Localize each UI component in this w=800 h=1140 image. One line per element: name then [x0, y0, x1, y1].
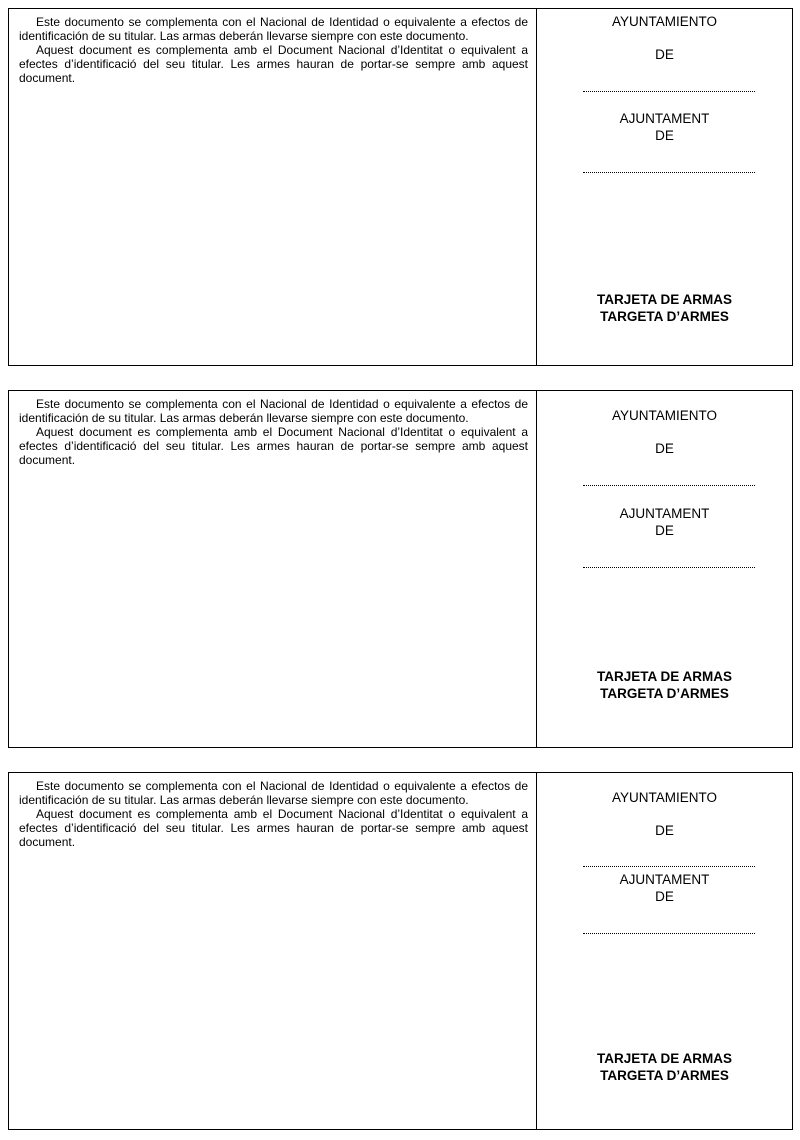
- card-title-ca: TARGETA D’ARMES: [600, 309, 729, 324]
- notice-spanish: Este documento se complementa con el Nacional de Identidad o equivalente a efectos de identificación de su titular. Las armas deberán llevarse siempre con este documento.: [19, 397, 528, 425]
- card-title-es: TARJETA DE ARMAS: [597, 292, 732, 307]
- municipality-fill-line-es: [583, 91, 755, 92]
- card-notice-panel: [9, 9, 537, 365]
- card-notice-panel: [9, 773, 537, 1129]
- notice-catalan: Aquest document es complementa amb el Document Nacional d’Identitat o equivalent a efectes d’identificació del seu titular. Les armes hauran de portar-se sempre amb aquest document.: [19, 807, 528, 849]
- de-label-ca: DE: [655, 128, 674, 143]
- ajuntament-label: AJUNTAMENT: [619, 506, 710, 521]
- notice-catalan: Aquest document es complementa amb el Document Nacional d’Identitat o equivalent a efectes d’identificació del seu titular. Les armes hauran de portar-se sempre amb aquest document.: [19, 43, 528, 85]
- weapons-card-2: [8, 390, 793, 748]
- municipality-fill-line-ca: [583, 172, 755, 173]
- card-title-ca: TARGETA D’ARMES: [600, 686, 729, 701]
- card-title-ca: TARGETA D’ARMES: [600, 1068, 729, 1083]
- ayuntamiento-label: AYUNTAMIENTO: [611, 408, 717, 423]
- notice-spanish: Este documento se complementa con el Nacional de Identidad o equivalente a efectos de identificación de su titular. Las armas deberán llevarse siempre con este documento.: [19, 15, 528, 43]
- municipality-fill-line-es: [583, 485, 755, 486]
- notice-spanish: Este documento se complementa con el Nacional de Identidad o equivalente a efectos de identificación de su titular. Las armas deberán llevarse siempre con este documento.: [19, 779, 528, 807]
- card-header-panel: [537, 391, 792, 747]
- weapons-card-3: [8, 772, 793, 1130]
- card-header-panel: [537, 9, 792, 365]
- ayuntamiento-label: AYUNTAMIENTO: [611, 14, 717, 29]
- municipality-fill-line-ca: [583, 567, 755, 568]
- notice-catalan: Aquest document es complementa amb el Document Nacional d’Identitat o equivalent a efectes d’identificació del seu titular. Les armes hauran de portar-se sempre amb aquest document.: [19, 425, 528, 467]
- de-label-es: DE: [655, 441, 674, 456]
- card-header-panel: [537, 773, 792, 1129]
- ajuntament-label: AJUNTAMENT: [619, 872, 710, 887]
- de-label-ca: DE: [655, 523, 674, 538]
- municipality-fill-line-ca: [583, 933, 755, 934]
- card-title-es: TARJETA DE ARMAS: [597, 1051, 732, 1066]
- de-label-ca: DE: [655, 889, 674, 904]
- de-label-es: DE: [655, 47, 674, 62]
- de-label-es: DE: [655, 823, 674, 838]
- card-title-es: TARJETA DE ARMAS: [597, 669, 732, 684]
- ayuntamiento-label: AYUNTAMIENTO: [611, 790, 717, 805]
- municipality-fill-line-es: [583, 866, 755, 867]
- card-notice-panel: [9, 391, 537, 747]
- weapons-card-1: [8, 8, 793, 366]
- ajuntament-label: AJUNTAMENT: [619, 111, 710, 126]
